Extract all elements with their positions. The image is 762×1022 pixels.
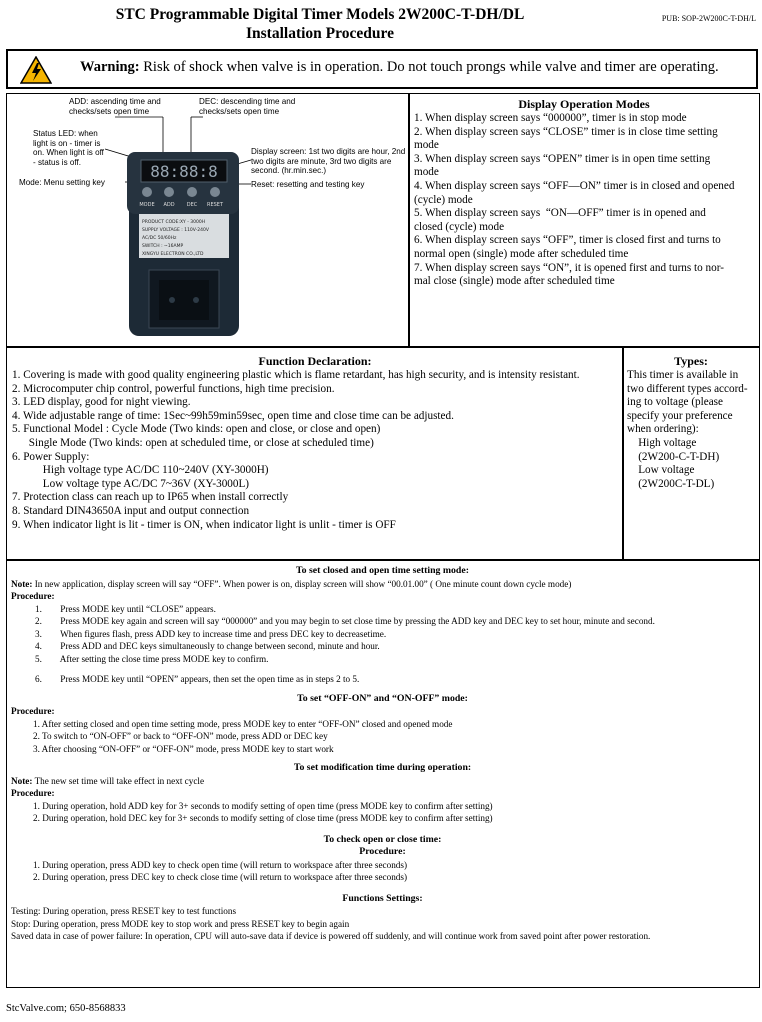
display-mode-line: mal close (single) mode after scheduled time [414, 275, 615, 288]
closed-open-mode-title: To set closed and open time setting mode: [296, 565, 469, 576]
device-diagram [6, 93, 410, 347]
display-mode-line: 2. When display screen says “CLOSE” timer is in close time setting [414, 125, 718, 138]
closed-open-mode-note [11, 578, 754, 591]
function-declaration [6, 347, 624, 560]
function-item: 3. LED display, good for night viewing. [12, 396, 191, 409]
note-label: Note: [11, 578, 33, 589]
display-mode-line: 4. When display screen says “OFF—ON” timer is in closed and opened [414, 179, 735, 192]
function-item: 2. Microcomputer chip control, powerful functions, high time precision. [12, 382, 335, 395]
reset-button-caption: RESET [206, 202, 224, 208]
display-mode-line: 1. When display screen says “000000”, timer is in stop mode [414, 112, 687, 124]
procedures-section [6, 560, 760, 988]
types-line: This timer is available in [627, 369, 739, 381]
display-mode-line: 6. When display screen says “OFF”, timer is closed first and turns to [414, 234, 721, 247]
procedure-step: 5. After setting the close time press MODE key to confirm. [35, 653, 269, 664]
warning-text [80, 59, 719, 76]
function-item: Low voltage type AC/DC 7~36V (XY-3000L) [12, 477, 250, 490]
display-operation-modes [408, 93, 760, 347]
procedure-step: 1. During operation, hold ADD key for 3+ seconds to modify setting of open time (press MODE key to confirm after setting) [33, 800, 493, 811]
procedure-step: 6. Press MODE key until “OPEN” appears, then set the open time as in steps 2 to 5. [35, 674, 360, 684]
svg-text:88:88:8: 88:88:8 [150, 162, 218, 181]
types-line: when ordering): [627, 423, 699, 436]
types-line: specify your preference [627, 409, 733, 422]
function-item: Single Mode (Two kinds: open at scheduled time, or close at scheduled time) [12, 436, 374, 449]
display-mode-line: 5. When display screen says “ON—OFF” timer is in opened and [414, 207, 706, 220]
types-title: Types: [674, 354, 708, 368]
function-declaration-title: Function Declaration: [258, 354, 372, 368]
types-line: ing to voltage (please [627, 396, 723, 409]
types-line: two different types accord- [627, 382, 748, 395]
procedure-label: Procedure: [11, 706, 55, 716]
display-modes-title: Display Operation Modes [518, 97, 650, 111]
publication-code: PUB: SOP-2W200C-T-DH/L [661, 14, 756, 23]
procedure-step: 4. Press ADD and DEC keys simultaneously to change between second, minute and hour. [35, 641, 380, 651]
plate-line-3: AC/DC 50/60Hz [142, 236, 177, 241]
mode-button-caption: MODE [139, 202, 155, 208]
document-title: STC Programmable Digital Timer Models 2W200C-T-DH/DL [115, 6, 525, 23]
plate-line-5: XINGYU ELECTRON CO.,LTD [142, 252, 204, 257]
dec-button-caption: DEC [186, 202, 198, 208]
display-mode-line: normal open (single) mode after scheduled time [414, 247, 629, 260]
plate-line-1: PRODUCT CODE:XY - 3000H [142, 220, 206, 225]
function-item: 7. Protection class can reach up to IP65 when install correctly [12, 491, 289, 504]
function-item: 5. Functional Model : Cycle Mode (Two kinds: open and close, or close and open) [12, 423, 381, 436]
warning-label: Warning: [80, 59, 140, 75]
timer-device-image [127, 130, 241, 340]
function-item: 9. When indicator light is lit - timer is ON, when indicator light is unlit - timer is OFF [12, 518, 396, 531]
procedure-step: 1. During operation, press ADD key to check open time (will return to workspace after three seconds) [33, 859, 408, 870]
display-mode-line: closed (cycle) mode [414, 220, 505, 233]
function-item: 8. Standard DIN43650A input and output connection [12, 504, 250, 517]
function-item: High voltage type AC/DC 110~240V (XY-3000H) [12, 464, 269, 477]
add-button-caption: ADD [163, 202, 175, 208]
functions-setting-line: Testing: During operation, press RESET key to test functions [11, 906, 237, 916]
modification-time-title: To set modification time during operation: [293, 762, 472, 773]
warning-banner [6, 49, 758, 89]
procedure-step: 3. When figures flash, press ADD key to increase time and press DEC key to decreasetime. [35, 628, 387, 639]
types-line: (2W200-C-T-DH) [627, 450, 720, 463]
types-line: (2W200C-T-DL) [627, 477, 715, 490]
procedure-label: Procedure: [11, 788, 55, 798]
procedure-step [35, 665, 754, 673]
procedure-step: 2. During operation, press DEC key to check close time (will return to workspace after three seconds) [33, 872, 408, 882]
function-item: 6. Power Supply: [12, 450, 90, 463]
plate-line-2: SUPPLY VOLTAGE : 110V-240V [142, 228, 209, 233]
procedure-step: 2. Press MODE key again and screen will say “000000” and you may begin to set close time by pressing the ADD key and DEC key to set hour, minute and second. [35, 616, 655, 626]
display-mode-line: 3. When display screen says “OPEN” timer is in open time setting [414, 152, 711, 165]
mode-key-label: Mode: Menu setting key [19, 178, 105, 187]
off-on-mode-title: To set “OFF-ON” and “ON-OFF” mode: [297, 692, 468, 704]
display-screen-label: Display screen: 1st two digits are hour, 2nd two digits are minute, 3rd two digits are second. (hr.min.sec.) [251, 147, 406, 176]
plate-line-4: SWITCH : ~16AMP [142, 244, 184, 249]
procedure-step: 3. After choosing “ON-OFF” or “OFF-ON” mode, press MODE key to start work [33, 743, 334, 754]
document-subtitle: Installation Procedure [246, 25, 394, 42]
display-mode-line: 7. When display screen says “ON”, it is opened first and turns to nor- [414, 261, 724, 274]
functions-settings-title: Functions Settings: [342, 892, 423, 904]
note-text: The new set time will take effect in next cycle [32, 775, 205, 786]
reset-key-label: Reset: resetting and testing key [251, 180, 365, 189]
note-label: Note: [11, 775, 33, 786]
procedure-step: 2. During operation, hold DEC key for 3+ seconds to modify setting of close time (press MODE key to confirm after setting) [33, 813, 493, 823]
types-line: Low voltage [627, 464, 695, 477]
function-item: 4. Wide adjustable range of time: 1Sec~99h59min59sec, open time and close time can be adjusted. [12, 409, 454, 422]
display-mode-line: mode [414, 139, 439, 152]
warning-message: Risk of shock when valve is in operation. Do not touch prongs while valve and timer are operating. [139, 59, 719, 75]
procedure-label: Procedure: [11, 591, 55, 601]
modification-time-note [11, 775, 754, 788]
note-text: In new application, display screen will say “OFF”. When power is on, display screen will show “00.01.00” ( One minute count down cycle mode) [32, 578, 572, 589]
check-time-procedure-label: Procedure: [359, 846, 406, 857]
functions-setting-line: Stop: During operation, press MODE key to stop work and press RESET key to begin again [11, 918, 350, 929]
footer-contact: StcValve.com; 650-8568833 [6, 1003, 126, 1014]
procedure-step: 2. To switch to “ON-OFF” or back to “OFF-ON” mode, press ADD or DEC key [33, 731, 328, 741]
high-voltage-warning-icon [20, 56, 52, 84]
add-key-label: ADD: ascending time and checks/sets open time [69, 97, 161, 116]
procedure-step: 1. Press MODE key until “CLOSE” appears. [35, 603, 216, 614]
function-item: 1. Covering is made with good quality engineering plastic which is flame retardant, has high security, and is intensity resistant. [12, 369, 580, 381]
functions-setting-line: Saved data in case of power failure: In operation, CPU will auto-save data if device is powered off suddenly, and will continue work from saved point after power restoration. [11, 931, 651, 941]
dec-key-label: DEC: descending time and checks/sets open time [199, 97, 296, 116]
types-panel [622, 347, 760, 560]
check-time-title: To check open or close time: [323, 833, 442, 845]
display-mode-line: mode [414, 166, 439, 179]
display-mode-line: (cycle) mode [414, 193, 473, 206]
types-line: High voltage [627, 436, 697, 449]
procedure-step: 1. After setting closed and open time setting mode, press MODE key to enter “OFF-ON” closed and opened mode [33, 718, 453, 729]
status-led-label: Status LED: when light is on - timer is on. When light is off - status is off. [33, 129, 104, 167]
